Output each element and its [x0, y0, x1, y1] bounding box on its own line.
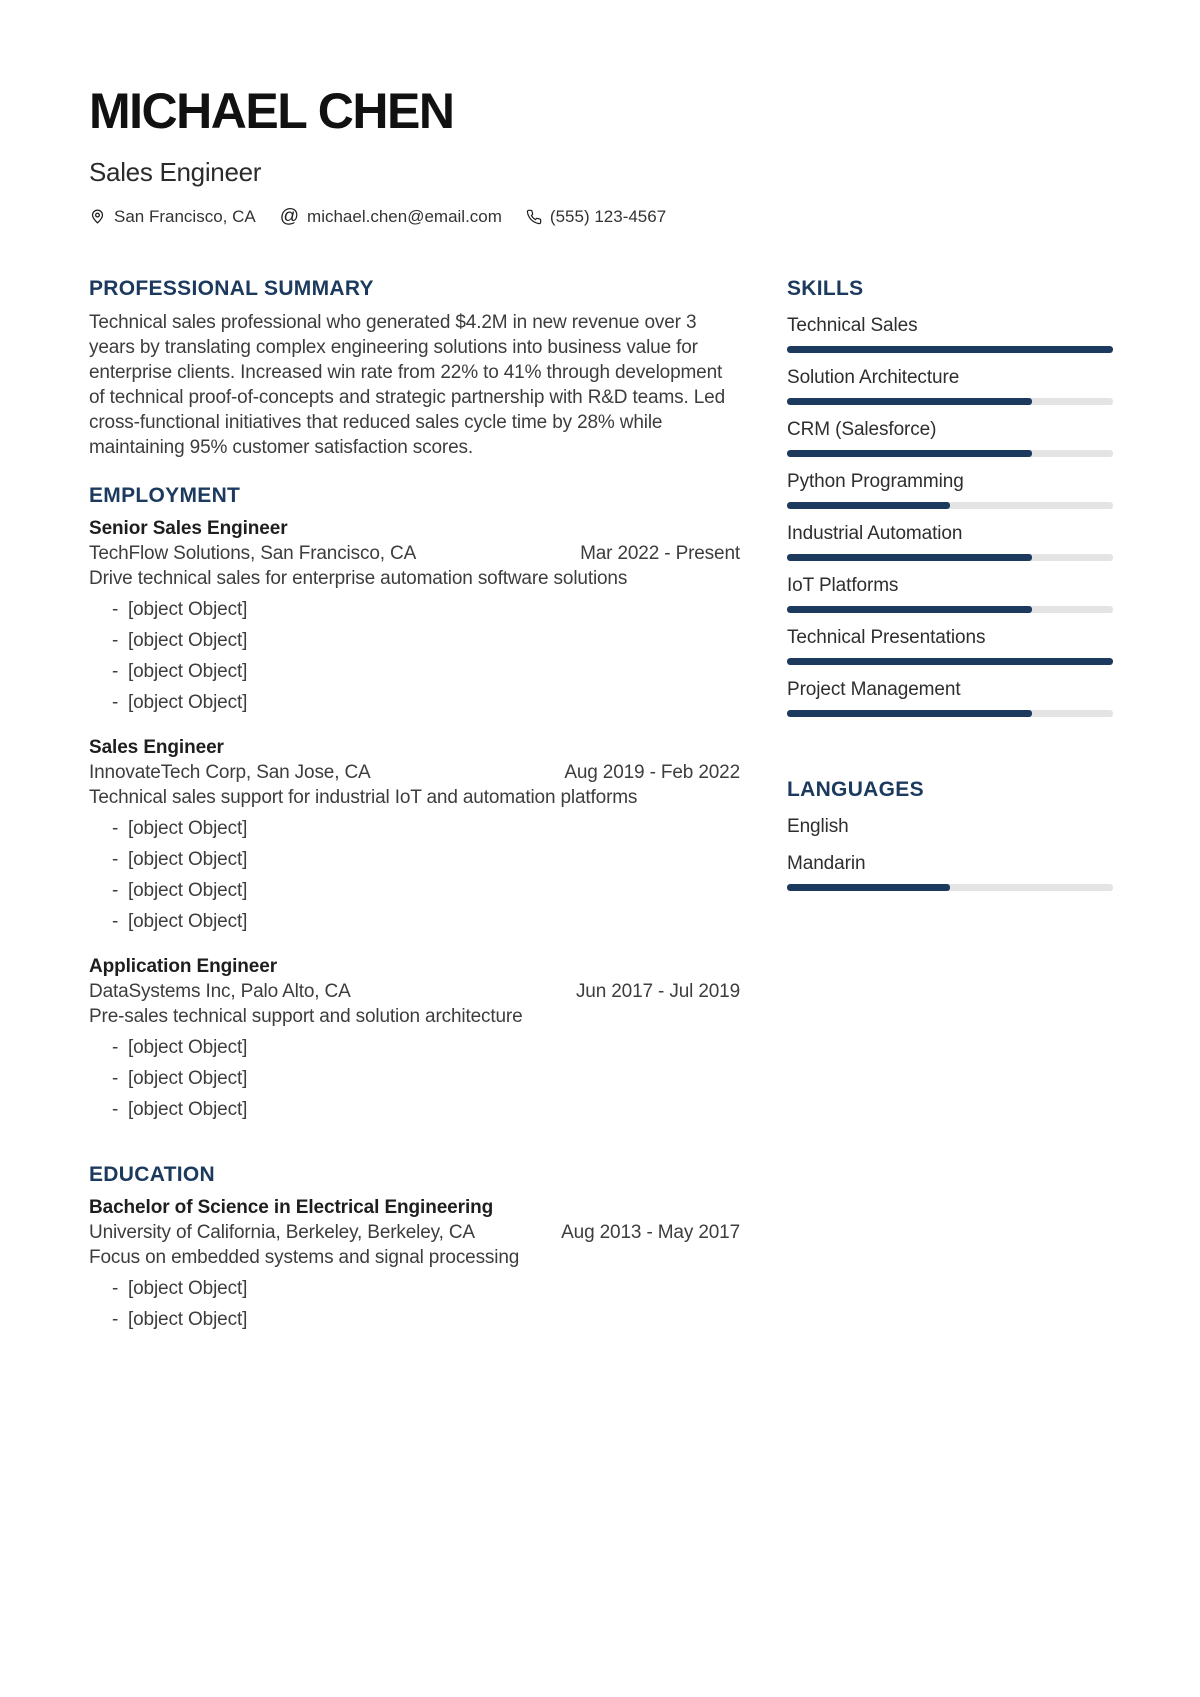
job-list	[89, 516, 740, 1122]
job-dates: Jun 2017 - Jul 2019	[575, 980, 740, 1002]
bullet-item	[89, 878, 740, 903]
bullet-text: [object Object]	[128, 1098, 248, 1120]
bullet-item	[89, 1097, 740, 1122]
job-meta-row	[89, 979, 740, 1004]
job-title: Bachelor of Science in Electrical Engineering	[89, 1196, 494, 1218]
bullet-text: [object Object]	[128, 1308, 248, 1330]
sidebar-column	[787, 276, 1113, 1332]
bullet-item	[89, 1276, 740, 1301]
main-column	[89, 276, 740, 1332]
job-title: Senior Sales Engineer	[89, 517, 288, 539]
skill-bar-track	[787, 346, 1113, 353]
skill-label: Solution Architecture	[787, 366, 960, 388]
skill-bar-track	[787, 398, 1113, 405]
bullet-text: [object Object]	[128, 629, 248, 651]
job-company-location: DataSystems Inc, Palo Alto, CA	[89, 980, 351, 1002]
skill-label: Mandarin	[787, 852, 866, 874]
bullet-marker: -	[112, 1036, 119, 1058]
bullet-item	[89, 597, 740, 622]
location-pin-icon	[89, 208, 106, 225]
section-education	[89, 1162, 740, 1332]
bullet-item	[89, 628, 740, 653]
skill-bar-fill	[787, 502, 950, 509]
job-company-location: InnovateTech Corp, San Jose, CA	[89, 761, 371, 783]
skill-bar-fill	[787, 710, 1032, 717]
skill-bar-track	[787, 450, 1113, 457]
skill-bar-fill	[787, 346, 1113, 353]
section-employment	[89, 483, 740, 1122]
skill-bar-track	[787, 606, 1113, 613]
section-heading-education: EDUCATION	[89, 1162, 215, 1186]
bullet-marker: -	[112, 817, 119, 839]
summary-paragraph: Technical sales professional who generated $4.2M in new revenue over 3 years by translating complex engineering solutions into business value for enterprise clients. Increased win rate from 22% to 41% through development of technical proof-of-concepts and strategic partnership with R&D teams. Led cross-functional initiatives that reduced sales cycle time by 28% while maintaining 95% customer satisfaction scores.	[89, 311, 725, 458]
bullet-marker: -	[112, 1277, 119, 1299]
job-description: Technical sales support for industrial IoT and automation platforms	[89, 786, 638, 808]
skill-item	[787, 851, 1113, 891]
bullet-marker: -	[112, 910, 119, 932]
skill-bar-fill	[787, 658, 1113, 665]
section-professional-summary	[89, 276, 740, 460]
skill-bar-track	[787, 502, 1113, 509]
skill-label: Python Programming	[787, 470, 964, 492]
skill-bar-track	[787, 658, 1113, 665]
skill-label: IoT Platforms	[787, 574, 899, 596]
contact-phone-text: (555) 123-4567	[549, 206, 667, 226]
bullet-text: [object Object]	[128, 848, 248, 870]
skill-bar-fill	[787, 606, 1032, 613]
bullet-marker: -	[112, 1308, 119, 1330]
skill-item	[787, 573, 1113, 613]
job-title: Application Engineer	[89, 955, 278, 977]
skill-item	[787, 365, 1113, 405]
skill-bar-track	[787, 884, 1113, 891]
job-meta-row	[89, 541, 740, 566]
job-entry	[89, 735, 740, 934]
bullet-item	[89, 816, 740, 841]
contact-email	[280, 207, 502, 227]
section-heading-languages: LANGUAGES	[787, 777, 924, 801]
job-description: Pre-sales technical support and solution architecture	[89, 1005, 523, 1027]
bullet-item	[89, 1035, 740, 1060]
section-heading-summary: PROFESSIONAL SUMMARY	[89, 276, 374, 300]
skill-bar-fill	[787, 554, 1032, 561]
bullet-item	[89, 1307, 740, 1332]
skill-label: Industrial Automation	[787, 522, 963, 544]
skill-bar-fill	[787, 884, 950, 891]
skill-label: English	[787, 815, 849, 837]
content-columns	[89, 276, 1113, 1332]
bullet-item	[89, 909, 740, 934]
section-skills	[787, 276, 1113, 717]
skill-bar-fill	[787, 398, 1032, 405]
bullet-marker: -	[112, 691, 119, 713]
bullet-list	[89, 597, 740, 715]
skill-label: Project Management	[787, 678, 961, 700]
bullet-marker: -	[112, 1067, 119, 1089]
job-company-location: University of California, Berkeley, Berkeley, CA	[89, 1221, 475, 1243]
job-dates: Aug 2019 - Feb 2022	[564, 761, 740, 783]
job-meta-row	[89, 760, 740, 785]
bullet-text: [object Object]	[128, 598, 248, 620]
bullet-marker: -	[112, 848, 119, 870]
skill-item	[787, 417, 1113, 457]
bullet-text: [object Object]	[128, 691, 248, 713]
at-icon: @	[279, 206, 300, 228]
bullet-text: [object Object]	[128, 1277, 248, 1299]
bullet-text: [object Object]	[128, 660, 248, 682]
skill-item	[787, 677, 1113, 717]
job-dates: Mar 2022 - Present	[580, 542, 740, 564]
bullet-item	[89, 659, 740, 684]
job-entry	[89, 1195, 740, 1332]
contact-email-text: michael.chen@email.com	[307, 206, 502, 226]
bullet-item	[89, 690, 740, 715]
job-company-location: TechFlow Solutions, San Francisco, CA	[89, 542, 417, 564]
bullet-marker: -	[112, 629, 119, 651]
skill-bar-track	[787, 710, 1113, 717]
skill-bar-track	[787, 554, 1113, 561]
bullet-text: [object Object]	[128, 879, 248, 901]
job-entry	[89, 954, 740, 1122]
job-description: Focus on embedded systems and signal processing	[89, 1246, 520, 1268]
resume-header	[89, 83, 1113, 228]
skill-label: Technical Presentations	[787, 626, 986, 648]
skill-item	[787, 469, 1113, 509]
skill-item	[787, 814, 1113, 839]
person-role: Sales Engineer	[89, 157, 262, 187]
skill-label: Technical Sales	[787, 314, 918, 336]
bullet-list	[89, 1035, 740, 1122]
language-list	[787, 814, 1113, 891]
bullet-text: [object Object]	[128, 1036, 248, 1058]
job-dates: Aug 2013 - May 2017	[561, 1221, 740, 1243]
skill-item	[787, 313, 1113, 353]
job-title: Sales Engineer	[89, 736, 224, 758]
bullet-marker: -	[112, 660, 119, 682]
education-list	[89, 1195, 740, 1332]
bullet-list	[89, 816, 740, 934]
bullet-text: [object Object]	[128, 1067, 248, 1089]
contact-location	[89, 207, 256, 227]
contact-location-text: San Francisco, CA	[114, 206, 256, 226]
bullet-marker: -	[112, 598, 119, 620]
skill-list	[787, 313, 1113, 717]
contact-phone	[526, 207, 666, 227]
bullet-text: [object Object]	[128, 910, 248, 932]
skill-item	[787, 625, 1113, 665]
job-entry	[89, 516, 740, 715]
job-meta-row	[89, 1220, 740, 1245]
skill-bar-fill	[787, 450, 1032, 457]
phone-icon	[526, 209, 542, 225]
bullet-list	[89, 1276, 740, 1332]
skill-label: CRM (Salesforce)	[787, 418, 937, 440]
bullet-text: [object Object]	[128, 817, 248, 839]
contact-row	[89, 207, 1113, 227]
section-heading-employment: EMPLOYMENT	[89, 483, 241, 507]
bullet-marker: -	[112, 879, 119, 901]
job-description: Drive technical sales for enterprise automation software solutions	[89, 567, 628, 589]
section-languages	[787, 777, 1113, 891]
person-name: MICHAEL CHEN	[89, 83, 454, 139]
bullet-item	[89, 1066, 740, 1091]
bullet-item	[89, 847, 740, 872]
section-heading-skills: SKILLS	[787, 276, 864, 300]
skill-item	[787, 521, 1113, 561]
bullet-marker: -	[112, 1098, 119, 1120]
